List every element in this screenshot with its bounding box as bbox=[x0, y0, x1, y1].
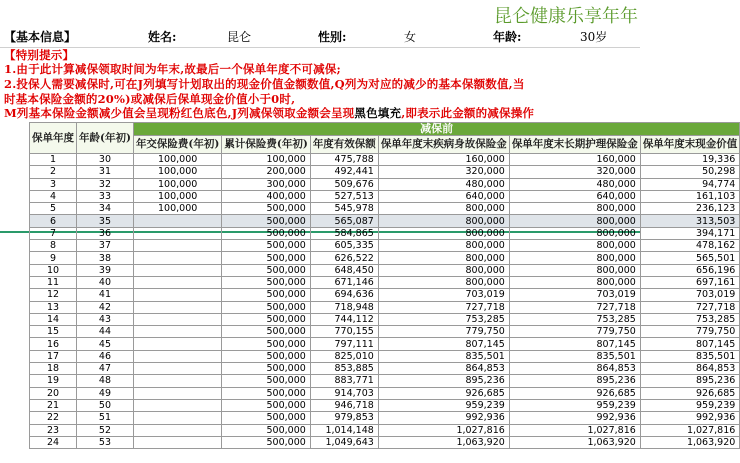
table-cell[interactable]: 800,000 bbox=[509, 227, 640, 239]
table-row[interactable] bbox=[30, 301, 740, 313]
table-cell[interactable]: 21 bbox=[30, 399, 77, 411]
table-cell[interactable]: 979,853 bbox=[310, 412, 378, 424]
col-cumulative-premium[interactable]: 累计保险费(年初) bbox=[222, 136, 310, 154]
table-cell[interactable]: 500,000 bbox=[222, 313, 310, 325]
table-cell[interactable]: 500,000 bbox=[222, 240, 310, 252]
table-row[interactable] bbox=[30, 154, 740, 166]
table-cell[interactable]: 18 bbox=[30, 363, 77, 375]
table-cell[interactable] bbox=[133, 313, 221, 325]
table-cell[interactable]: 31 bbox=[77, 166, 134, 178]
table-cell[interactable]: 565,087 bbox=[310, 215, 378, 227]
table-row[interactable] bbox=[30, 313, 740, 325]
table-row[interactable] bbox=[30, 227, 740, 239]
benefit-table bbox=[29, 122, 740, 449]
table-cell[interactable]: 744,112 bbox=[310, 313, 378, 325]
table-cell[interactable]: 800,000 bbox=[509, 203, 640, 215]
col-policy-year[interactable]: 保单年度 bbox=[30, 123, 77, 154]
table-cell[interactable]: 895,236 bbox=[509, 375, 640, 387]
table-cell[interactable]: 50 bbox=[77, 399, 134, 411]
table-cell[interactable]: 161,103 bbox=[640, 190, 740, 202]
table-cell[interactable]: 500,000 bbox=[222, 264, 310, 276]
table-cell[interactable]: 20 bbox=[30, 387, 77, 399]
table-cell[interactable]: 400,000 bbox=[222, 190, 310, 202]
table-cell[interactable]: 864,853 bbox=[640, 363, 740, 375]
col-age[interactable]: 年龄(年初) bbox=[77, 123, 134, 154]
table-cell[interactable]: 807,145 bbox=[509, 338, 640, 350]
table-cell[interactable]: 200,000 bbox=[222, 166, 310, 178]
table-cell[interactable]: 895,236 bbox=[378, 375, 509, 387]
table-cell[interactable] bbox=[133, 387, 221, 399]
table-cell[interactable]: 800,000 bbox=[509, 215, 640, 227]
table-row[interactable] bbox=[30, 412, 740, 424]
table-cell[interactable]: 779,750 bbox=[640, 326, 740, 338]
table-cell[interactable] bbox=[133, 276, 221, 288]
table-cell[interactable] bbox=[133, 326, 221, 338]
table-cell[interactable]: 45 bbox=[77, 338, 134, 350]
table-cell[interactable]: 500,000 bbox=[222, 203, 310, 215]
table-cell[interactable]: 835,501 bbox=[640, 350, 740, 362]
table-cell[interactable]: 46 bbox=[77, 350, 134, 362]
table-cell[interactable]: 24 bbox=[30, 436, 77, 448]
col-death-benefit[interactable]: 保单年度末疾病身故保险金 bbox=[378, 136, 509, 154]
table-cell[interactable]: 770,155 bbox=[310, 326, 378, 338]
table-cell[interactable] bbox=[133, 350, 221, 362]
table-cell[interactable]: 100,000 bbox=[133, 203, 221, 215]
table-cell[interactable]: 800,000 bbox=[378, 215, 509, 227]
table-cell[interactable]: 8 bbox=[30, 240, 77, 252]
table-row[interactable] bbox=[30, 276, 740, 288]
table-cell[interactable]: 926,685 bbox=[509, 387, 640, 399]
table-cell[interactable]: 500,000 bbox=[222, 227, 310, 239]
table-cell[interactable]: 30 bbox=[77, 154, 134, 166]
table-row[interactable] bbox=[30, 215, 740, 227]
table-cell[interactable]: 6 bbox=[30, 215, 77, 227]
table-cell[interactable] bbox=[133, 301, 221, 313]
table-cell[interactable]: 640,000 bbox=[378, 190, 509, 202]
table-cell[interactable]: 1,063,920 bbox=[378, 436, 509, 448]
table-cell[interactable]: 779,750 bbox=[509, 326, 640, 338]
table-cell[interactable]: 22 bbox=[30, 412, 77, 424]
table-cell[interactable]: 34 bbox=[77, 203, 134, 215]
table-cell[interactable]: 926,685 bbox=[378, 387, 509, 399]
col-effective-sum[interactable]: 年度有效保额 bbox=[310, 136, 378, 154]
table-cell[interactable]: 800,000 bbox=[509, 264, 640, 276]
table-cell[interactable]: 394,171 bbox=[640, 227, 740, 239]
note-line-2: 2.投保人需要减保时,可在J列填写计划取出的现金价值金额数值,Q列为对应的减少的基本保额数值,当 bbox=[4, 77, 525, 91]
table-cell[interactable] bbox=[133, 240, 221, 252]
table-cell[interactable]: 19 bbox=[30, 375, 77, 387]
table-cell[interactable]: 3 bbox=[30, 178, 77, 190]
table-cell[interactable]: 38 bbox=[77, 252, 134, 264]
table-cell[interactable]: 800,000 bbox=[378, 203, 509, 215]
basic-info-section bbox=[0, 0, 640, 120]
table-cell[interactable]: 23 bbox=[30, 424, 77, 436]
table-cell[interactable]: 100,000 bbox=[133, 178, 221, 190]
table-cell[interactable]: 500,000 bbox=[222, 424, 310, 436]
name-label: 姓名: bbox=[148, 30, 177, 44]
table-row[interactable] bbox=[30, 326, 740, 338]
table-cell[interactable]: 926,685 bbox=[640, 387, 740, 399]
table-cell[interactable]: 500,000 bbox=[222, 399, 310, 411]
table-cell[interactable]: 959,239 bbox=[509, 399, 640, 411]
table-cell[interactable]: 914,703 bbox=[310, 387, 378, 399]
info-divider bbox=[0, 47, 640, 48]
table-cell[interactable]: 236,123 bbox=[640, 203, 740, 215]
table-cell[interactable]: 1,027,816 bbox=[509, 424, 640, 436]
table-cell[interactable]: 480,000 bbox=[509, 178, 640, 190]
table-cell[interactable]: 500,000 bbox=[222, 289, 310, 301]
table-cell[interactable]: 1,063,920 bbox=[509, 436, 640, 448]
table-cell[interactable]: 500,000 bbox=[222, 412, 310, 424]
table-cell[interactable] bbox=[133, 289, 221, 301]
table-cell[interactable]: 35 bbox=[77, 215, 134, 227]
table-cell[interactable]: 50,298 bbox=[640, 166, 740, 178]
table-cell[interactable]: 7 bbox=[30, 227, 77, 239]
table-row[interactable] bbox=[30, 387, 740, 399]
table-cell[interactable] bbox=[133, 363, 221, 375]
table-cell[interactable]: 992,936 bbox=[640, 412, 740, 424]
table-cell[interactable]: 1,014,148 bbox=[310, 424, 378, 436]
table-cell[interactable]: 640,000 bbox=[509, 190, 640, 202]
table-cell[interactable]: 48 bbox=[77, 375, 134, 387]
table-cell[interactable]: 16 bbox=[30, 338, 77, 350]
table-cell[interactable]: 100,000 bbox=[133, 166, 221, 178]
table-cell[interactable]: 500,000 bbox=[222, 252, 310, 264]
table-cell[interactable]: 648,450 bbox=[310, 264, 378, 276]
table-cell[interactable]: 800,000 bbox=[378, 252, 509, 264]
table-cell[interactable]: 703,019 bbox=[640, 289, 740, 301]
table-cell[interactable]: 160,000 bbox=[509, 154, 640, 166]
col-annual-premium[interactable]: 年交保险费(年初) bbox=[133, 136, 221, 154]
age-label: 年龄: bbox=[493, 30, 522, 44]
table-cell[interactable]: 500,000 bbox=[222, 338, 310, 350]
table-cell[interactable]: 14 bbox=[30, 313, 77, 325]
table-cell[interactable]: 727,718 bbox=[509, 301, 640, 313]
note-line-1: 1.由于此计算减保领取时间为年末,故最后一个保单年度不可减保; bbox=[4, 62, 341, 76]
table-cell[interactable]: 800,000 bbox=[509, 252, 640, 264]
table-cell[interactable]: 43 bbox=[77, 313, 134, 325]
table-row[interactable] bbox=[30, 436, 740, 448]
table-cell[interactable]: 800,000 bbox=[509, 276, 640, 288]
table-cell[interactable]: 946,718 bbox=[310, 399, 378, 411]
table-cell[interactable] bbox=[133, 399, 221, 411]
table-cell[interactable] bbox=[133, 412, 221, 424]
table-cell[interactable]: 53 bbox=[77, 436, 134, 448]
table-cell[interactable]: 15 bbox=[30, 326, 77, 338]
table-cell[interactable]: 17 bbox=[30, 350, 77, 362]
table-cell[interactable]: 49 bbox=[77, 387, 134, 399]
table-row[interactable] bbox=[30, 203, 740, 215]
note-line-3: 时基本保险金额的20%)或减保后保单现金价值小于0时, bbox=[4, 92, 296, 106]
band-before-reduction: 减保前 bbox=[133, 123, 739, 136]
table-cell[interactable]: 36 bbox=[77, 227, 134, 239]
table-cell[interactable]: 160,000 bbox=[378, 154, 509, 166]
table-cell[interactable]: 807,145 bbox=[640, 338, 740, 350]
table-cell[interactable]: 500,000 bbox=[222, 350, 310, 362]
table-cell[interactable]: 5 bbox=[30, 203, 77, 215]
table-cell[interactable]: 800,000 bbox=[378, 276, 509, 288]
table-cell[interactable]: 2 bbox=[30, 166, 77, 178]
table-cell[interactable]: 500,000 bbox=[222, 375, 310, 387]
table-cell[interactable]: 32 bbox=[77, 178, 134, 190]
table-cell[interactable] bbox=[133, 264, 221, 276]
table-cell[interactable] bbox=[133, 215, 221, 227]
table-cell[interactable]: 40 bbox=[77, 276, 134, 288]
table-cell[interactable]: 492,441 bbox=[310, 166, 378, 178]
table-cell[interactable]: 320,000 bbox=[509, 166, 640, 178]
table-cell[interactable]: 527,513 bbox=[310, 190, 378, 202]
table-cell[interactable]: 500,000 bbox=[222, 363, 310, 375]
table-cell[interactable]: 992,936 bbox=[509, 412, 640, 424]
table-cell[interactable]: 480,000 bbox=[378, 178, 509, 190]
table-cell[interactable]: 478,162 bbox=[640, 240, 740, 252]
table-cell[interactable]: 565,501 bbox=[640, 252, 740, 264]
table-cell[interactable]: 545,978 bbox=[310, 203, 378, 215]
table-cell[interactable]: 4 bbox=[30, 190, 77, 202]
table-cell[interactable]: 797,111 bbox=[310, 338, 378, 350]
table-cell[interactable]: 807,145 bbox=[378, 338, 509, 350]
gender-value[interactable]: 女 bbox=[404, 30, 417, 44]
table-cell[interactable]: 320,000 bbox=[378, 166, 509, 178]
gender-label: 性别: bbox=[318, 30, 347, 44]
table-cell[interactable]: 753,285 bbox=[640, 313, 740, 325]
table-cell[interactable]: 992,936 bbox=[378, 412, 509, 424]
table-row[interactable] bbox=[30, 424, 740, 436]
table-cell[interactable]: 313,503 bbox=[640, 215, 740, 227]
table-cell[interactable]: 800,000 bbox=[378, 227, 509, 239]
table-cell[interactable]: 1,027,816 bbox=[640, 424, 740, 436]
table-cell[interactable]: 779,750 bbox=[378, 326, 509, 338]
table-cell[interactable]: 959,239 bbox=[378, 399, 509, 411]
table-row[interactable] bbox=[30, 350, 740, 362]
age-value[interactable]: 30岁 bbox=[580, 30, 608, 44]
table-cell[interactable]: 500,000 bbox=[222, 215, 310, 227]
table-cell[interactable]: 500,000 bbox=[222, 436, 310, 448]
table-cell[interactable]: 727,718 bbox=[378, 301, 509, 313]
table-cell[interactable]: 100,000 bbox=[133, 190, 221, 202]
table-row[interactable] bbox=[30, 338, 740, 350]
table-cell[interactable] bbox=[133, 252, 221, 264]
table-cell[interactable]: 584,865 bbox=[310, 227, 378, 239]
table-cell[interactable]: 13 bbox=[30, 301, 77, 313]
table-cell[interactable]: 697,161 bbox=[640, 276, 740, 288]
table-cell[interactable]: 753,285 bbox=[509, 313, 640, 325]
table-cell[interactable]: 500,000 bbox=[222, 301, 310, 313]
table-cell[interactable]: 800,000 bbox=[509, 240, 640, 252]
table-cell[interactable]: 12 bbox=[30, 289, 77, 301]
table-cell[interactable]: 19,336 bbox=[640, 154, 740, 166]
table-cell[interactable]: 475,788 bbox=[310, 154, 378, 166]
table-cell[interactable]: 300,000 bbox=[222, 178, 310, 190]
table-cell[interactable]: 883,771 bbox=[310, 375, 378, 387]
table-cell[interactable]: 1,063,920 bbox=[640, 436, 740, 448]
table-cell[interactable]: 656,196 bbox=[640, 264, 740, 276]
table-cell[interactable]: 509,676 bbox=[310, 178, 378, 190]
table-body bbox=[30, 154, 740, 449]
table-cell[interactable]: 1 bbox=[30, 154, 77, 166]
table-cell[interactable]: 727,718 bbox=[640, 301, 740, 313]
table-cell[interactable]: 51 bbox=[77, 412, 134, 424]
table-row[interactable] bbox=[30, 264, 740, 276]
table-row[interactable] bbox=[30, 399, 740, 411]
table-row[interactable] bbox=[30, 363, 740, 375]
table-cell[interactable]: 671,146 bbox=[310, 276, 378, 288]
col-care-benefit[interactable]: 保单年度末长期护理保险金 bbox=[509, 136, 640, 154]
table-cell[interactable] bbox=[133, 436, 221, 448]
table-cell[interactable] bbox=[133, 338, 221, 350]
table-cell[interactable]: 11 bbox=[30, 276, 77, 288]
table-cell[interactable]: 42 bbox=[77, 301, 134, 313]
table-cell[interactable]: 753,285 bbox=[378, 313, 509, 325]
table-cell[interactable]: 959,239 bbox=[640, 399, 740, 411]
product-title: 昆仑健康乐享年年 bbox=[494, 6, 638, 27]
table-cell[interactable]: 9 bbox=[30, 252, 77, 264]
table-cell[interactable]: 800,000 bbox=[378, 240, 509, 252]
table-cell[interactable]: 500,000 bbox=[222, 276, 310, 288]
table-row[interactable] bbox=[30, 240, 740, 252]
table-cell[interactable]: 47 bbox=[77, 363, 134, 375]
table-cell[interactable]: 10 bbox=[30, 264, 77, 276]
table-row[interactable] bbox=[30, 166, 740, 178]
table-row[interactable] bbox=[30, 252, 740, 264]
basic-info-label: 【基本信息】 bbox=[4, 30, 77, 44]
table-cell[interactable]: 94,774 bbox=[640, 178, 740, 190]
table-cell[interactable]: 33 bbox=[77, 190, 134, 202]
table-cell[interactable]: 100,000 bbox=[133, 154, 221, 166]
table-cell[interactable]: 39 bbox=[77, 264, 134, 276]
table-row[interactable] bbox=[30, 375, 740, 387]
special-note-heading: 【特别提示】 bbox=[4, 48, 75, 62]
table-cell[interactable] bbox=[133, 375, 221, 387]
table-cell[interactable]: 800,000 bbox=[378, 264, 509, 276]
table-row[interactable] bbox=[30, 289, 740, 301]
table-cell[interactable] bbox=[133, 424, 221, 436]
table-cell[interactable]: 853,885 bbox=[310, 363, 378, 375]
table-cell[interactable]: 825,010 bbox=[310, 350, 378, 362]
table-cell[interactable]: 703,019 bbox=[378, 289, 509, 301]
table-cell[interactable] bbox=[133, 227, 221, 239]
table-cell[interactable]: 835,501 bbox=[378, 350, 509, 362]
table-cell[interactable]: 1,027,816 bbox=[378, 424, 509, 436]
table-cell[interactable]: 37 bbox=[77, 240, 134, 252]
table-cell[interactable]: 703,019 bbox=[509, 289, 640, 301]
table-cell[interactable]: 835,501 bbox=[509, 350, 640, 362]
table-cell[interactable]: 500,000 bbox=[222, 387, 310, 399]
table-cell[interactable]: 605,335 bbox=[310, 240, 378, 252]
table-cell[interactable]: 895,236 bbox=[640, 375, 740, 387]
table-cell[interactable]: 500,000 bbox=[222, 326, 310, 338]
table-cell[interactable]: 44 bbox=[77, 326, 134, 338]
table-row[interactable] bbox=[30, 178, 740, 190]
note-line-4: M列基本保险金额减少值会呈现粉红色底色,J列减保领取金额会呈现黑色填充,即表示此金额的减保操作 bbox=[4, 106, 535, 120]
table-cell[interactable]: 864,853 bbox=[378, 363, 509, 375]
table-row[interactable] bbox=[30, 190, 740, 202]
table-cell[interactable]: 626,522 bbox=[310, 252, 378, 264]
table-cell[interactable]: 100,000 bbox=[222, 154, 310, 166]
col-cash-value[interactable]: 保单年度末现金价值 bbox=[640, 136, 740, 154]
table-cell[interactable]: 52 bbox=[77, 424, 134, 436]
table-cell[interactable]: 718,948 bbox=[310, 301, 378, 313]
table-cell[interactable]: 41 bbox=[77, 289, 134, 301]
table-cell[interactable]: 1,049,643 bbox=[310, 436, 378, 448]
table-cell[interactable]: 864,853 bbox=[509, 363, 640, 375]
name-value[interactable]: 昆仑 bbox=[227, 30, 252, 44]
table-cell[interactable]: 694,636 bbox=[310, 289, 378, 301]
